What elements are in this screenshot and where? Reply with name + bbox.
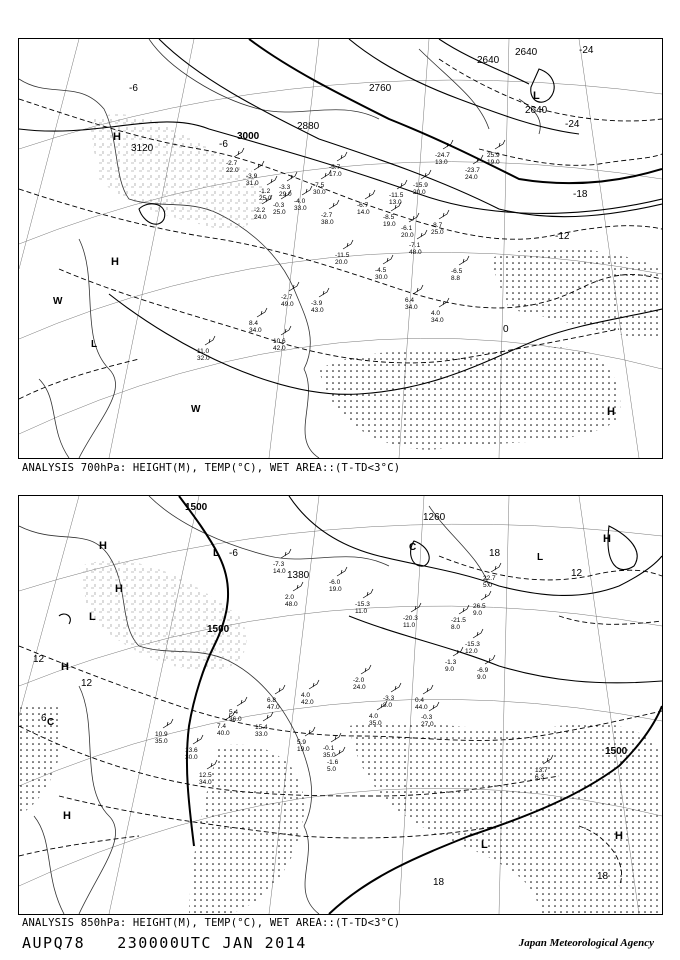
station-temp: 22.7 <box>483 575 496 582</box>
station-plot <box>435 140 453 166</box>
station-dewpoint: 30.0 <box>375 274 388 281</box>
station-temp: -11.5 <box>335 252 350 259</box>
wind-barb <box>473 629 483 638</box>
pressure-center: C <box>409 542 417 553</box>
station-temp: 25.9 <box>487 152 500 159</box>
wind-barb <box>237 697 247 706</box>
station-temp: -6.1 <box>401 225 413 232</box>
station-temp: -5.7 <box>329 164 341 171</box>
wind-barb <box>383 255 393 264</box>
pressure-center: H <box>113 131 121 143</box>
station-dewpoint: 11.0 <box>355 608 368 615</box>
station-temp: -4.5 <box>375 267 387 274</box>
station-plot <box>311 288 329 314</box>
station-dewpoint: 30.0 <box>185 754 198 761</box>
wind-barb <box>335 747 345 756</box>
wind-barb <box>205 336 215 345</box>
station-dewpoint: 35.0 <box>323 752 336 759</box>
station-plot <box>259 176 277 202</box>
station-dewpoint: 33.0 <box>255 731 268 738</box>
station-temp: -0.3 <box>421 714 433 721</box>
station-dewpoint: 29.0 <box>279 191 292 198</box>
wind-barb <box>365 190 375 199</box>
station-dewpoint: 25.0 <box>259 195 272 202</box>
station-dewpoint: 19.0 <box>297 746 310 753</box>
temp-label: 6 <box>41 713 47 724</box>
station-dewpoint: 36.0 <box>229 716 242 723</box>
pressure-center: L <box>89 611 96 623</box>
station-dewpoint: 20.0 <box>401 232 414 239</box>
station-dewpoint: 19.0 <box>383 221 396 228</box>
station-dewpoint: 24.0 <box>465 174 478 181</box>
station-dewpoint: 5.0 <box>327 766 337 773</box>
station-dewpoint: 12.0 <box>465 648 478 655</box>
station-dewpoint: 47.0 <box>267 704 280 711</box>
station-dewpoint: 9.0 <box>445 666 455 673</box>
wind-barb <box>361 665 371 674</box>
chart-850hpa <box>18 495 663 915</box>
station-plot <box>403 603 421 629</box>
wet-area <box>89 114 662 449</box>
station-temp: 15.4 <box>255 724 268 731</box>
station-temp: 12.5 <box>199 772 212 779</box>
station-dewpoint: 42.0 <box>301 699 314 706</box>
pressure-center: H <box>603 533 611 545</box>
temp-label: -6 <box>229 548 238 559</box>
map-700hpa <box>19 39 662 458</box>
height-label: 1500 <box>207 624 230 635</box>
station-temp: -15.9 <box>413 182 428 189</box>
station-plot <box>431 210 449 236</box>
station-dewpoint: 13.0 <box>389 199 402 206</box>
station-dewpoint: 24.0 <box>353 684 366 691</box>
height-label: 2640 <box>515 47 538 58</box>
caption-700hpa: ANALYSIS 700hPa: HEIGHT(M), TEMP(°C), WET AREA::(T-TD<3°C) <box>22 462 401 474</box>
wind-barb <box>275 685 285 694</box>
station-plot <box>487 140 505 166</box>
station-temp: -4.0 <box>294 198 306 205</box>
station-dewpoint: 14.0 <box>357 209 370 216</box>
station-dewpoint: 24.0 <box>254 214 267 221</box>
station-dewpoint: 30.0 <box>313 189 326 196</box>
station-temp: -0.3 <box>273 202 285 209</box>
height-label: 2760 <box>369 83 392 94</box>
station-temp: -2.0 <box>353 677 365 684</box>
station-dewpoint: 34.0 <box>249 327 262 334</box>
station-temp: -7.1 <box>409 242 421 249</box>
pressure-center: L <box>481 839 488 851</box>
station-dewpoint: 33.0 <box>294 205 307 212</box>
station-temp: 0.4 <box>415 697 425 704</box>
height-label: 2640 <box>477 55 500 66</box>
station-plot <box>267 685 285 711</box>
station-dewpoint: 20.0 <box>335 259 348 266</box>
height-contours <box>19 39 662 394</box>
station-plot <box>273 326 291 352</box>
pressure-center: H <box>615 830 623 842</box>
station-plot <box>297 727 315 753</box>
station-temp: -3.3 <box>383 695 395 702</box>
wind-barb <box>423 685 433 694</box>
wind-barb <box>337 152 347 161</box>
station-dewpoint: 48.0 <box>285 601 298 608</box>
station-dewpoint: 20.0 <box>413 189 426 196</box>
station-temp: -3.9 <box>246 173 258 180</box>
station-plot <box>329 567 347 593</box>
station-temp: -1.6 <box>327 759 339 766</box>
station-temp: -2.7 <box>226 160 238 167</box>
station-plot <box>155 719 173 745</box>
station-plot <box>353 665 371 691</box>
station-dewpoint: 13.0 <box>435 159 448 166</box>
station-temp: -6.7 <box>357 202 369 209</box>
temp-label: 12 <box>33 654 45 665</box>
temp-label: -6 <box>219 139 228 150</box>
pressure-center: L <box>537 552 544 563</box>
wind-barb <box>193 735 203 744</box>
station-plot <box>301 680 319 706</box>
temp-label: 0 <box>503 324 509 335</box>
station-dewpoint: 8.0 <box>383 702 393 709</box>
height-label: 2640 <box>525 105 548 116</box>
height-label: 1260 <box>423 512 446 523</box>
pressure-center: H <box>61 661 69 673</box>
station-plot <box>329 152 347 178</box>
station-temp: -2.7 <box>281 294 293 301</box>
station-temp: 8.4 <box>249 320 259 327</box>
station-temp: 2.0 <box>285 594 295 601</box>
height-label: 2880 <box>297 121 320 132</box>
station-dewpoint: 35.0 <box>155 738 168 745</box>
pressure-center: W <box>53 296 63 307</box>
product-header <box>22 934 307 952</box>
wind-barb <box>411 603 421 612</box>
wind-barb <box>281 326 291 335</box>
station-plot <box>413 170 431 196</box>
chart-700hpa <box>18 38 663 459</box>
station-plot <box>383 683 401 709</box>
wind-barb <box>319 288 329 297</box>
station-plot <box>229 697 247 723</box>
station-temp: -21.5 <box>451 617 466 624</box>
station-plot <box>355 589 373 615</box>
temp-label: -12 <box>555 231 570 242</box>
station-temp: -0.1 <box>323 745 335 752</box>
station-plot <box>279 172 297 198</box>
station-temp: -3.3 <box>279 184 291 191</box>
wind-barb <box>459 256 469 265</box>
station-temp: -2.2 <box>254 207 266 214</box>
station-plot <box>483 563 501 589</box>
station-temp: -11.5 <box>389 192 404 199</box>
wind-barb <box>391 683 401 692</box>
station-temp: -6.9 <box>477 667 489 674</box>
wind-barb <box>495 140 505 149</box>
wind-barb <box>439 210 449 219</box>
wind-barb <box>413 285 423 294</box>
station-plot <box>323 733 341 759</box>
station-temp: 5.9 <box>297 739 307 746</box>
station-dewpoint: 25.0 <box>431 229 444 236</box>
wind-barb <box>429 702 439 711</box>
station-temp: -7.5 <box>313 182 325 189</box>
pressure-center: H <box>115 583 123 595</box>
station-temp: -2.7 <box>321 212 333 219</box>
station-dewpoint: 5.0 <box>483 582 493 589</box>
wind-barb <box>331 733 341 742</box>
station-dewpoint: 43.0 <box>311 307 324 314</box>
wind-barb <box>302 186 312 195</box>
wet-area <box>19 561 662 914</box>
wind-barb <box>481 591 491 600</box>
station-temp: 4.0 <box>431 310 441 317</box>
station-temp: -15.3 <box>465 641 480 648</box>
station-dewpoint: 9.0 <box>473 610 483 617</box>
station-temp: -3.9 <box>311 300 323 307</box>
station-plot <box>389 180 407 206</box>
temp-label: 12 <box>81 678 93 689</box>
wind-barb <box>329 200 339 209</box>
pressure-center: H <box>63 810 71 822</box>
station-plot <box>451 605 469 631</box>
station-plot <box>285 582 303 608</box>
wind-barb <box>417 230 427 239</box>
station-temp: 4.0 <box>301 692 311 699</box>
temp-label: -24 <box>565 119 580 130</box>
station-temp: -7.3 <box>273 561 285 568</box>
station-dewpoint: 22.0 <box>226 167 239 174</box>
station-temp: 7.4 <box>217 723 227 730</box>
station-temp: -8.5 <box>383 214 395 221</box>
station-dewpoint: 27.0 <box>421 721 434 728</box>
wind-barb <box>305 727 315 736</box>
station-dewpoint: 38.0 <box>321 219 334 226</box>
station-temp: -24.7 <box>435 152 450 159</box>
station-dewpoint: 14.0 <box>273 568 286 575</box>
station-temp: -1.3 <box>445 659 457 666</box>
station-temp: -23.7 <box>465 167 480 174</box>
pressure-center: L <box>533 90 540 102</box>
station-temp: 10.9 <box>155 731 168 738</box>
station-temp: 10.6 <box>273 338 286 345</box>
wind-barb <box>337 567 347 576</box>
temp-label: 18 <box>489 548 501 559</box>
pressure-center: L <box>213 548 220 559</box>
station-dewpoint: 17.0 <box>329 171 342 178</box>
station-dewpoint: 6.3 <box>535 774 545 781</box>
station-temp: -6.0 <box>329 579 341 586</box>
pressure-center: H <box>111 256 119 268</box>
station-temp: -15.3 <box>355 601 370 608</box>
wind-barb <box>281 549 291 558</box>
pressure-center: L <box>91 339 98 350</box>
wind-barb <box>163 719 173 728</box>
station-temp: -20.3 <box>403 615 418 622</box>
wind-barb <box>267 176 277 185</box>
station-temp: 13.6 <box>185 747 198 754</box>
wind-barb <box>491 563 501 572</box>
station-plot <box>473 591 491 617</box>
station-temp: -1.2 <box>259 188 271 195</box>
temp-label: 18 <box>597 871 609 882</box>
station-dewpoint: 8.8 <box>451 275 461 282</box>
height-label: 3000 <box>237 131 260 142</box>
station-dewpoint: 19.0 <box>329 586 342 593</box>
temp-label: -18 <box>573 189 588 200</box>
map-850hpa <box>19 496 662 914</box>
temp-label: -24 <box>579 45 594 56</box>
station-temp: 11.0 <box>197 348 210 355</box>
station-dewpoint: 11.0 <box>403 622 416 629</box>
station-plot <box>321 200 339 226</box>
wind-barb <box>309 680 319 689</box>
station-dewpoint: 25.0 <box>273 209 286 216</box>
station-plot <box>255 712 273 738</box>
station-dewpoint: 8.0 <box>451 624 461 631</box>
height-label: 1380 <box>287 570 310 581</box>
station-temp: 26.5 <box>473 603 486 610</box>
station-plot <box>357 190 375 216</box>
station-plot <box>375 255 393 281</box>
station-plot <box>249 308 267 334</box>
station-dewpoint: 42.0 <box>273 345 286 352</box>
station-dewpoint: 44.0 <box>415 704 428 711</box>
station-temp: 13.7 <box>535 767 548 774</box>
station-temp: -6.5 <box>451 268 463 275</box>
station-plot <box>335 240 353 266</box>
station-temp: -8.7 <box>431 222 443 229</box>
station-temp: 5.4 <box>229 709 239 716</box>
station-temp: 6.8 <box>267 697 277 704</box>
station-temp: 4.0 <box>369 713 379 720</box>
pressure-center: C <box>47 717 55 728</box>
station-plot <box>294 186 312 212</box>
pressure-center: H <box>99 540 107 552</box>
station-dewpoint: 35.0 <box>369 720 382 727</box>
height-label: 3120 <box>131 143 154 154</box>
station-dewpoint: 34.0 <box>431 317 444 324</box>
station-plot <box>445 647 463 673</box>
wind-barb <box>343 240 353 249</box>
valid-time: 230000UTC JAN 2014 <box>117 934 307 952</box>
height-label: 1500 <box>605 746 628 757</box>
wind-barb <box>293 582 303 591</box>
temp-label: 18 <box>433 877 445 888</box>
station-plot <box>415 685 433 711</box>
wind-barb <box>363 589 373 598</box>
station-dewpoint: 40.0 <box>217 730 230 737</box>
station-plot <box>465 629 483 655</box>
station-dewpoint: 32.0 <box>197 355 210 362</box>
station-dewpoint: 48.0 <box>409 249 422 256</box>
wind-barb <box>409 213 419 222</box>
station-temp: 6.4 <box>405 297 415 304</box>
pressure-center: H <box>607 406 615 418</box>
station-plot <box>451 256 469 282</box>
station-dewpoint: 34.0 <box>405 304 418 311</box>
product-id: AUPQ78 <box>22 934 86 952</box>
station-dewpoint: 49.0 <box>281 301 294 308</box>
station-dewpoint: 19.0 <box>487 159 500 166</box>
wind-barb <box>257 308 267 317</box>
temp-label: -6 <box>129 83 138 94</box>
pressure-center: W <box>191 404 201 415</box>
station-plot <box>405 285 423 311</box>
station-dewpoint: 31.0 <box>246 180 259 187</box>
station-dewpoint: 9.0 <box>477 674 487 681</box>
caption-850hpa: ANALYSIS 850hPa: HEIGHT(M), TEMP(°C), WET AREA::(T-TD<3°C) <box>22 917 401 929</box>
agency-name: Japan Meteorological Agency <box>518 937 654 949</box>
station-dewpoint: 34.0 <box>199 779 212 786</box>
wind-barb <box>234 148 244 157</box>
temp-label: 12 <box>571 568 583 579</box>
height-label: 1500 <box>185 502 208 513</box>
